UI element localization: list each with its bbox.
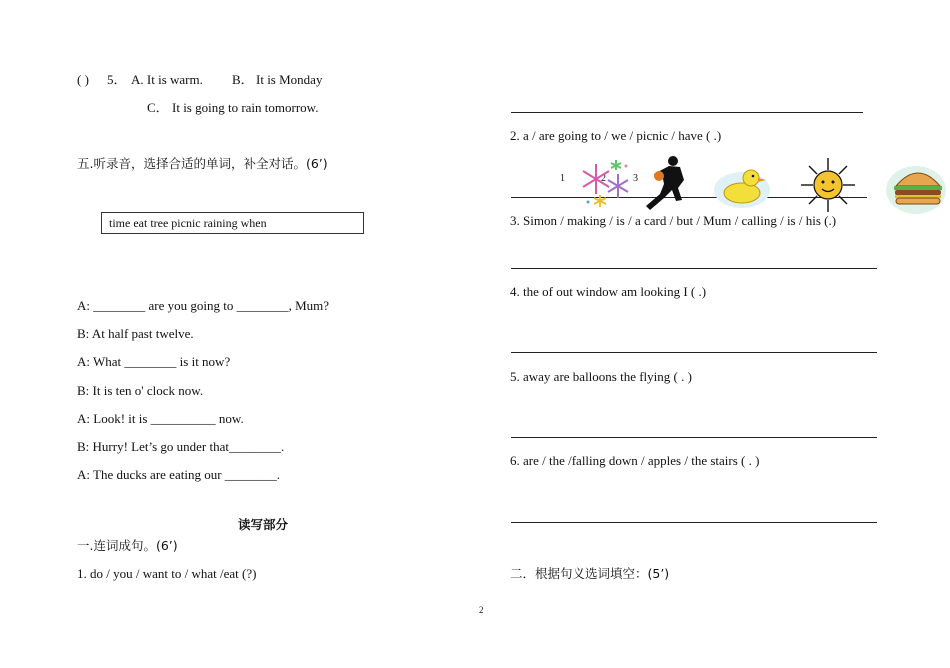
picture-number: 2 [601,173,606,184]
snowflakes-icon [580,158,632,210]
section5-title: 五.听录音，选择合适的单词，补全对话。(6’) [77,156,328,171]
answer-line-3 [511,268,877,269]
q5-option-a: A. It is warm. [131,72,203,87]
answer-line-5 [511,437,877,438]
dialogue-line: A: What ________ is it now? [77,354,231,369]
dialogue-line: A: ________ are you going to ________, Mum? [77,298,330,313]
picture-number: 1 [560,173,565,184]
sun-icon [799,156,857,214]
hamburger-icon [882,160,948,216]
q5-number: 5． [107,72,127,87]
sentence-q4: 4. the of out window am looking I ( .) [510,284,707,299]
sentence-q2: 2. a / are going to / we / picnic / have ( .) [510,128,722,143]
picture-number: 3 [633,173,638,184]
duck-icon [712,160,772,210]
read-write-heading: 读写部分 [238,517,289,532]
dialogue-line: A: The ducks are eating our ________. [77,467,281,482]
section2-title: 二．根据句义选词填空：(5’) [510,566,670,581]
q5-option-b: It is Monday [256,72,323,87]
q5-option-c: It is going to rain tomorrow. [172,100,319,115]
answer-line-6 [511,522,877,523]
dialogue-line: B: Hurry! Let’s go under that________. [77,439,285,454]
dialogue-line: B: It is ten o' clock now. [77,383,204,398]
sentence-q1: 1. do / you / want to / what /eat (?) [77,566,257,581]
answer-line-1 [511,112,863,113]
answer-line-4 [511,352,877,353]
sentence-q3: 3. Simon / making / is / a card / but / Mum / calling / is / his (.) [510,213,837,228]
q5-option-c-label: C． [147,100,169,115]
q5-prefix: ( ) [77,72,89,87]
dialogue-line: A: Look! it is __________ now. [77,411,244,426]
sentence-q6: 6. are / the /falling down / apples / the stairs ( . ) [510,453,760,468]
word-box-text: time eat tree picnic raining when [109,216,267,230]
q5-option-b-label: B． [232,72,254,87]
dialogue-line: B: At half past twelve. [77,326,194,341]
basketball-player-icon [642,154,692,214]
page-number: 2 [479,605,484,615]
section1-title: 一.连词成句。(6’) [77,538,178,553]
sentence-q5: 5. away are balloons the flying ( . ) [510,369,692,384]
word-box [101,212,364,234]
